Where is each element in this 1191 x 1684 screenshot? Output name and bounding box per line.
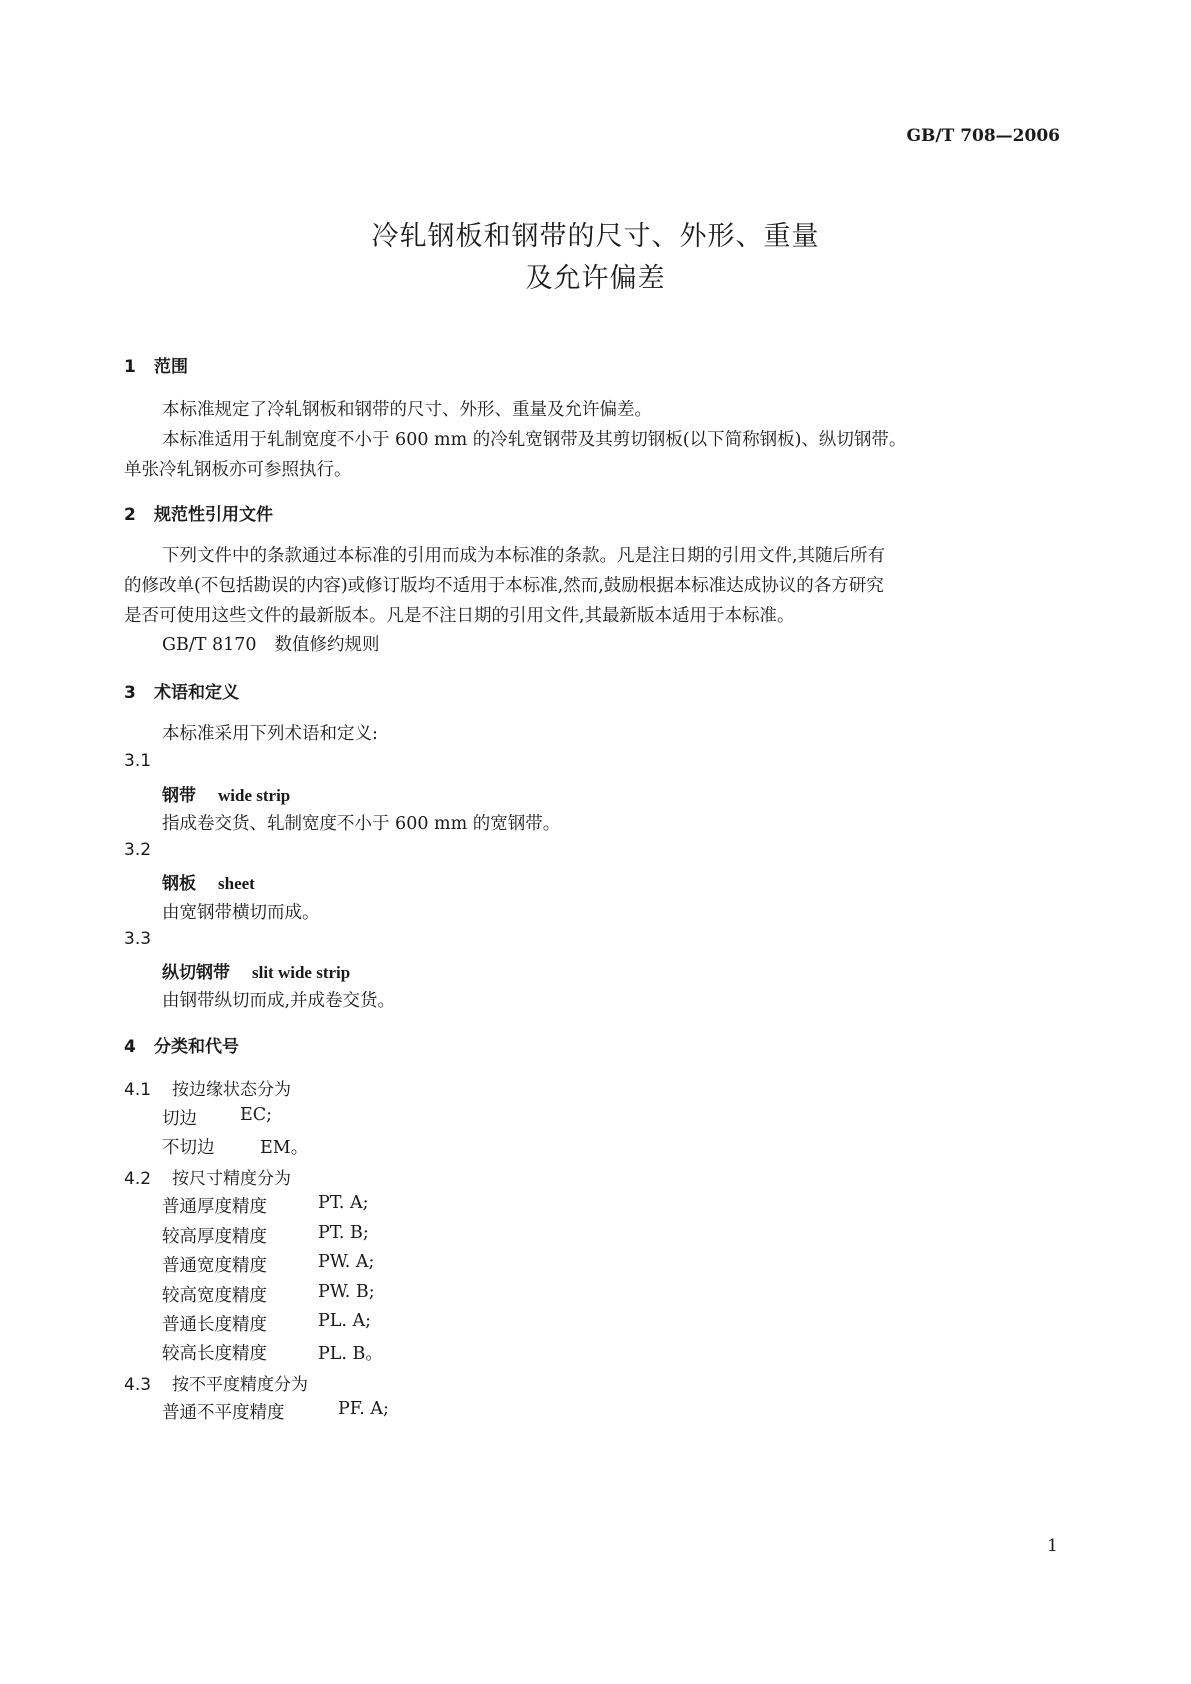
item-code: PW. A; bbox=[318, 1252, 375, 1272]
term-3-3-title bbox=[162, 958, 350, 983]
section-1-paragraph-1: 本标准规定了冷轧钢板和钢带的尺寸、外形、重量及允许偏差。 bbox=[162, 400, 652, 420]
item-code: EM。 bbox=[260, 1138, 309, 1158]
document-title-line-1: 冷轧钢板和钢带的尺寸、外形、重量 bbox=[371, 221, 820, 252]
item-name: 普通宽度精度 bbox=[162, 1256, 267, 1276]
item-code: PW. B; bbox=[318, 1282, 375, 1302]
term-3-3-definition: 由钢带纵切而成,并成卷交货。 bbox=[162, 991, 396, 1011]
list-item bbox=[162, 1105, 462, 1130]
page-number: 1 bbox=[1047, 1536, 1058, 1556]
clause-label: 按边缘状态分为 bbox=[172, 1080, 291, 1100]
item-code: EC; bbox=[240, 1105, 273, 1125]
section-2-line-1: 下列文件中的条款通过本标准的引用而成为本标准的条款。凡是注日期的引用文件,其随后所有 bbox=[162, 546, 886, 566]
section-2-heading bbox=[124, 500, 273, 525]
section-title: 分类和代号 bbox=[154, 1037, 239, 1057]
section-2-line-2: 的修改单(不包括勘误的内容)或修订版均不适用于本标准,然而,鼓励根据本标准达成协议的各方研究 bbox=[124, 576, 884, 596]
clause-number: 4.1 bbox=[124, 1080, 152, 1100]
clause-label: 按尺寸精度分为 bbox=[172, 1169, 291, 1189]
section-3-heading bbox=[124, 678, 239, 703]
item-code: PL. A; bbox=[318, 1311, 372, 1331]
item-name: 普通厚度精度 bbox=[162, 1197, 267, 1217]
clause-number: 4.3 bbox=[124, 1375, 152, 1395]
section-number: 2 bbox=[124, 505, 136, 525]
term-chinese: 钢带 bbox=[162, 786, 196, 806]
term-chinese: 钢板 bbox=[162, 874, 196, 894]
list-item bbox=[162, 1223, 462, 1248]
clause-4-3 bbox=[124, 1370, 308, 1395]
term-3-1-definition: 指成卷交货、轧制宽度不小于 600 mm 的宽钢带。 bbox=[162, 814, 561, 834]
term-english: wide strip bbox=[218, 786, 291, 805]
term-3-1-number: 3.1 bbox=[124, 751, 152, 771]
document-title-line-2: 及允许偏差 bbox=[525, 263, 666, 294]
section-title: 范围 bbox=[154, 357, 188, 377]
section-4-heading bbox=[124, 1032, 239, 1057]
section-number: 3 bbox=[124, 683, 136, 703]
clause-label: 按不平度精度分为 bbox=[172, 1375, 308, 1395]
section-1-paragraph-2: 本标准适用于轧制宽度不小于 600 mm 的冷轧宽钢带及其剪切钢板(以下简称钢板)、纵切钢带。 bbox=[162, 430, 907, 450]
reference-code: GB/T 8170 bbox=[162, 635, 257, 655]
list-item bbox=[162, 1282, 462, 1307]
list-item bbox=[162, 1399, 462, 1424]
section-title: 规范性引用文件 bbox=[154, 505, 273, 525]
item-code: PF. A; bbox=[338, 1399, 389, 1419]
section-2-line-3: 是否可使用这些文件的最新版本。凡是不注日期的引用文件,其最新版本适用于本标准。 bbox=[124, 606, 795, 626]
term-3-1-title bbox=[162, 781, 290, 806]
item-code: PT. A; bbox=[318, 1193, 369, 1213]
clause-4-1 bbox=[124, 1075, 291, 1100]
item-code: PT. B; bbox=[318, 1223, 369, 1243]
item-code: PL. B。 bbox=[318, 1344, 383, 1364]
section-1-paragraph-2-cont: 单张冷轧钢板亦可参照执行。 bbox=[124, 460, 352, 480]
section-number: 4 bbox=[124, 1037, 136, 1057]
term-english: sheet bbox=[218, 874, 255, 893]
term-3-2-number: 3.2 bbox=[124, 840, 152, 860]
term-english: slit wide strip bbox=[252, 963, 351, 982]
clause-number: 4.2 bbox=[124, 1169, 152, 1189]
item-name: 不切边 bbox=[162, 1138, 215, 1158]
standard-number: GB/T 708—2006 bbox=[906, 126, 1060, 146]
section-3-intro: 本标准采用下列术语和定义: bbox=[162, 724, 378, 744]
item-name: 切边 bbox=[162, 1109, 197, 1129]
list-item bbox=[162, 1193, 462, 1218]
reference-title: 数值修约规则 bbox=[274, 635, 380, 655]
item-name: 普通长度精度 bbox=[162, 1315, 267, 1335]
section-title: 术语和定义 bbox=[154, 683, 239, 703]
term-chinese: 纵切钢带 bbox=[162, 963, 230, 983]
normative-reference bbox=[162, 631, 380, 656]
list-item bbox=[162, 1340, 462, 1365]
clause-4-2 bbox=[124, 1164, 291, 1189]
term-3-3-number: 3.3 bbox=[124, 929, 152, 949]
item-name: 普通不平度精度 bbox=[162, 1403, 285, 1423]
list-item bbox=[162, 1252, 462, 1277]
item-name: 较高宽度精度 bbox=[162, 1286, 267, 1306]
section-number: 1 bbox=[124, 357, 136, 377]
term-3-2-definition: 由宽钢带横切而成。 bbox=[162, 903, 320, 923]
list-item bbox=[162, 1134, 462, 1159]
list-item bbox=[162, 1311, 462, 1336]
section-1-heading bbox=[124, 352, 188, 377]
term-3-2-title bbox=[162, 869, 255, 894]
item-name: 较高长度精度 bbox=[162, 1344, 267, 1364]
item-name: 较高厚度精度 bbox=[162, 1227, 267, 1247]
